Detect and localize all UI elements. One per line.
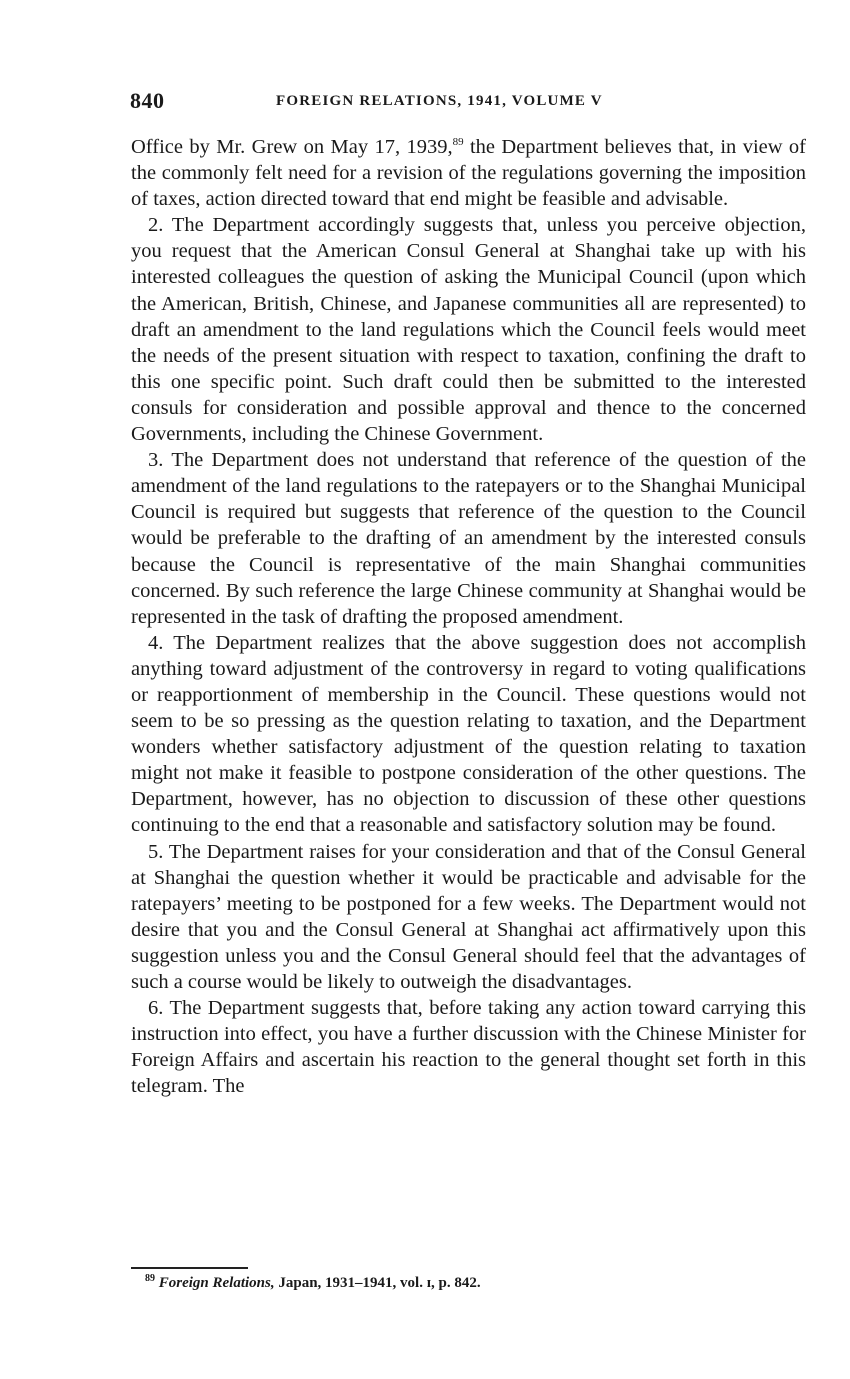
paragraph-1-continued: [131, 134, 806, 212]
body-text: [131, 134, 806, 1099]
footnote-citation-title: Foreign Relations,: [158, 1275, 275, 1291]
paragraph-4: 4. The Department realizes that the above suggestion does not accomplish anything toward adjustment of the controversy in regard to voting qualifications or reapportionment of membership in the Council. These questions would not seem to be so pressing as the question relating to taxation, and the Department wonders whether satisfactory adjustment of the question relating to taxation might not make it feasible to postpone consideration of the other questions. The Department, however, has no objection to discussion of these other questions continuing to the end that a reasonable and satisfactory solution may be found.: [131, 631, 806, 837]
paragraph-2: 2. The Department accordingly suggests that, unless you perceive objection, you request that the American Consul General at Shanghai take up with his interested colleagues the question of asking the Municipal Council (upon which the American, British, Chinese, and Japanese communities all are represented) to draft an amendment to the land regulations which the Council feels would meet the needs of the present situation with respect to taxation, confining the draft to this one specific point. Such draft could then be submitted to the interested consuls for consideration and possible approval and thence to the concerned Governments, including the Chinese Government.: [131, 214, 806, 446]
paragraph-5: 5. The Department raises for your consideration and that of the Consul General at Shanghai the question whether it would be practicable and advisable for the ratepayers’ meeting to be postponed for a few weeks. The Department would not desire that you and the Consul General at Shanghai act affirmatively upon this suggestion unless you and the Consul General should feel that the advantages of such a course would be likely to outweigh the disadvantages.: [131, 840, 806, 993]
footnote-citation: Japan, 1931–1941, vol. ɪ, p. 842.: [274, 1275, 481, 1291]
footnote-marker: 89: [145, 1273, 155, 1284]
page-number: 840: [130, 88, 165, 113]
footnote: [145, 1275, 481, 1292]
paragraph-text: Office by Mr. Grew on May 17, 1939,: [131, 136, 453, 158]
footnote-reference: 89: [452, 136, 464, 149]
paragraph-3: 3. The Department does not understand that reference of the question of the amendment of the land regulations to the ratepayers or to the Shanghai Municipal Council is required but suggests that reference of the question to the Council would be preferable to the drafting of an amendment by the interested consuls because the Council is representative of the main Shanghai communities concerned. By such reference the large Chinese community at Shanghai would be represented in the task of drafting the proposed amendment.: [131, 449, 806, 628]
paragraph-6: 6. The Department suggests that, before taking any action toward carrying this instruction into effect, you have a further discussion with the Chinese Minister for Foreign Affairs and ascertain his reaction to the general thought set forth in this telegram. The: [131, 997, 806, 1098]
footnote-divider: [131, 1267, 248, 1269]
paragraph-text: the Department believes that, in view of the commonly felt need for a revision of the regulations governing the imposition of taxes, action directed toward that end might be feasible and advisable.: [131, 136, 806, 211]
running-head: FOREIGN RELATIONS, 1941, VOLUME V: [276, 93, 603, 109]
page-header: [130, 88, 806, 118]
